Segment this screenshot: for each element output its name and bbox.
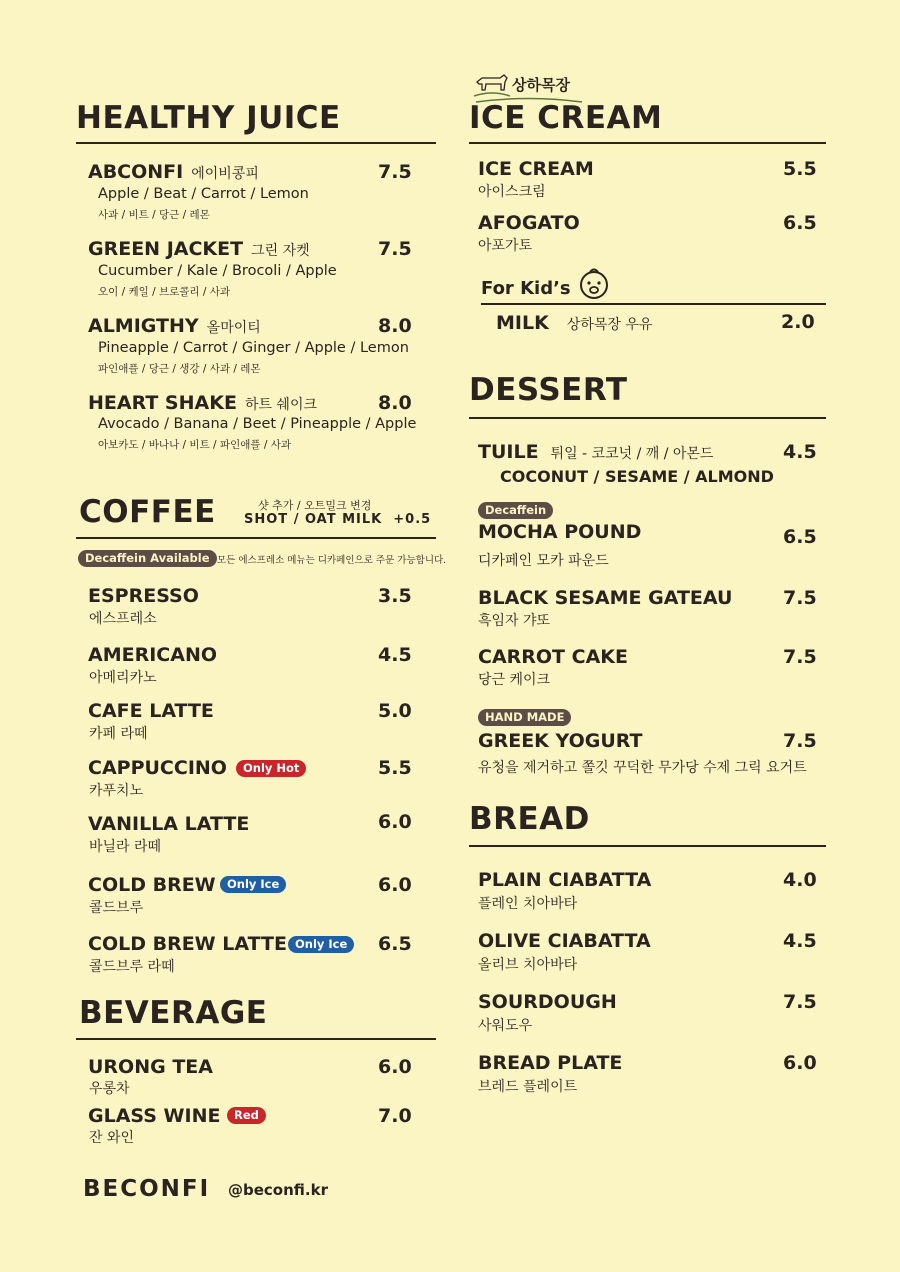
- menu-item-korean: 올마이티: [206, 320, 261, 336]
- menu-item-price: 4.0: [783, 869, 817, 891]
- menu-item-price: 5.0: [378, 700, 412, 722]
- coffee-option: SHOT / OAT MILK +0.5: [244, 512, 432, 527]
- menu-item-ingredients: Avocado / Banana / Beet / Pineapple / Apple: [98, 416, 417, 432]
- menu-item-korean: 에이비콩피: [191, 166, 259, 182]
- menu-item-price: 7.5: [378, 238, 412, 260]
- menu-item-korean: 하트 쉐이크: [244, 397, 318, 413]
- menu-item-price: 6.0: [378, 1056, 412, 1078]
- menu-item-ingredients-korean: 오이 / 케일 / 브로콜리 / 사과: [98, 286, 231, 298]
- menu-item-name: BREAD PLATE: [478, 1052, 623, 1074]
- menu-item-name: MOCHA POUND: [478, 521, 642, 543]
- menu-item-korean: 아포가토: [478, 238, 533, 254]
- menu-item-price: 4.5: [783, 930, 817, 952]
- brand-logo: BECONFI: [83, 1176, 211, 1202]
- menu-item-name: HEART SHAKE 하트 쉐이크: [88, 392, 318, 414]
- menu-item-korean: 카푸치노: [89, 783, 144, 799]
- menu-item-ingredients: Pineapple / Carrot / Ginger / Apple / Lemon: [98, 340, 409, 356]
- menu-item-name: OLIVE CIABATTA: [478, 930, 651, 952]
- menu-item-name: COLD BREW: [88, 874, 216, 896]
- menu-item-korean: 우롱차: [89, 1081, 130, 1097]
- menu-item-price: 7.0: [378, 1105, 412, 1127]
- menu-item-price: 2.0: [781, 311, 815, 333]
- section-divider: [469, 142, 826, 144]
- menu-item-name: ALMIGTHY 올마이티: [88, 315, 261, 337]
- menu-item-korean: 아메리카노: [89, 670, 157, 686]
- kid-face-icon: [574, 268, 614, 300]
- menu-item-name: URONG TEA: [88, 1056, 213, 1078]
- section-divider: [481, 303, 826, 305]
- menu-item-name: MILK 상하목장 우유: [496, 312, 653, 334]
- menu-item-name: ESPRESSO: [88, 585, 199, 607]
- menu-item-price: 6.5: [783, 212, 817, 234]
- menu-item-korean: 디카페인 모카 파운드: [478, 553, 609, 569]
- red-badge: Red: [227, 1107, 266, 1124]
- menu-item-price: 7.5: [783, 991, 817, 1013]
- farm-logo-text: 상하목장: [512, 76, 570, 94]
- instagram-handle: @beconfi.kr: [228, 1181, 328, 1199]
- menu-item-price: 5.5: [378, 757, 412, 779]
- menu-item-price: 3.5: [378, 585, 412, 607]
- menu-item-korean: 콜드브루 라떼: [89, 959, 175, 975]
- menu-item-price: 7.5: [783, 587, 817, 609]
- menu-item-price: 7.5: [783, 646, 817, 668]
- menu-item-price: 7.5: [378, 161, 412, 183]
- section-title-bread: BREAD: [469, 801, 590, 837]
- menu-item-korean: 그린 자켓: [251, 243, 310, 259]
- menu-item-name: TUILE 튀일 - 코코넛 / 깨 / 아몬드: [478, 441, 714, 463]
- menu-item-price: 6.0: [783, 1052, 817, 1074]
- menu-item-name: ICE CREAM: [478, 158, 594, 180]
- menu-item-korean: 콜드브루: [89, 900, 144, 916]
- section-divider: [469, 417, 826, 419]
- menu-item-price: 8.0: [378, 315, 412, 337]
- menu-item-korean: 튀일 - 코코넛 / 깨 / 아몬드: [550, 446, 714, 462]
- menu-item-name: GLASS WINE: [88, 1105, 221, 1127]
- menu-item-ingredients: Cucumber / Kale / Brocoli / Apple: [98, 263, 337, 279]
- menu-item-korean: 바닐라 라떼: [89, 839, 162, 855]
- menu-item-korean: 올리브 치아바타: [478, 957, 578, 973]
- coffee-option-korean: 샷 추가 / 오트밀크 변경: [258, 499, 372, 512]
- menu-item-name: CARROT CAKE: [478, 646, 628, 668]
- decaf-available-badge: Decaffein Available: [78, 550, 217, 567]
- menu-item-price: 6.0: [378, 811, 412, 833]
- farm-logo: [474, 70, 584, 104]
- menu-item-price: 7.5: [783, 730, 817, 752]
- menu-item-name: AMERICANO: [88, 644, 217, 666]
- menu-item-ingredients: Apple / Beat / Carrot / Lemon: [98, 186, 309, 202]
- menu-item-name: GREEN JACKET 그린 자켓: [88, 238, 310, 260]
- menu-item-korean: 당근 케이크: [478, 672, 551, 688]
- section-divider: [76, 537, 436, 539]
- section-title-dessert: DESSERT: [469, 372, 628, 408]
- menu-item-name: CAFE LATTE: [88, 700, 214, 722]
- menu-item-korean: 에스프레소: [89, 611, 157, 627]
- menu-item-ingredients-korean: 파인애플 / 당근 / 생강 / 사과 / 레몬: [98, 363, 261, 375]
- menu-item-price: 8.0: [378, 392, 412, 414]
- only-ice-badge: Only Ice: [220, 876, 286, 893]
- decaffein-badge: Decaffein: [478, 502, 553, 519]
- kids-label: For Kid’s: [481, 278, 571, 299]
- only-ice-badge: Only Ice: [288, 936, 354, 953]
- menu-item-name: BLACK SESAME GATEAU: [478, 587, 733, 609]
- only-hot-badge: Only Hot: [236, 760, 306, 777]
- menu-item-korean: 카페 라떼: [89, 726, 148, 742]
- menu-item-price: 6.5: [783, 526, 817, 548]
- section-title-healthy-juice: HEALTHY JUICE: [76, 100, 341, 136]
- decaf-note: 모든 에스프레소 메뉴는 디카페인으로 주문 가능합니다.: [217, 555, 447, 566]
- menu-item-name: COLD BREW LATTE: [88, 933, 287, 955]
- menu-item-ingredients-korean: 사과 / 비트 / 당근 / 레몬: [98, 209, 210, 221]
- menu-item-korean: 유청을 제거하고 쫄깃 꾸덕한 무가당 수제 그릭 요거트: [478, 760, 807, 776]
- menu-item-price: 4.5: [783, 441, 817, 463]
- section-divider: [76, 142, 436, 144]
- menu-item-name: ABCONFI 에이비콩피: [88, 161, 259, 183]
- menu-item-name: PLAIN CIABATTA: [478, 869, 652, 891]
- menu-item-korean: 아이스크림: [478, 184, 546, 200]
- section-title-coffee: COFFEE: [79, 494, 216, 530]
- menu-item-name: GREEK YOGURT: [478, 730, 643, 752]
- menu-item-korean: 잔 와인: [89, 1130, 135, 1146]
- menu-item-price: 6.0: [378, 874, 412, 896]
- section-title-ice-cream: ICE CREAM: [469, 100, 663, 136]
- hand-made-badge: HAND MADE: [478, 709, 571, 726]
- menu-item-price: 6.5: [378, 933, 412, 955]
- menu-item-price: 5.5: [783, 158, 817, 180]
- section-divider: [76, 1038, 436, 1040]
- menu-item-korean: 흑임자 갸또: [478, 613, 551, 629]
- menu-item-korean: 플레인 치아바타: [478, 896, 578, 912]
- menu-item-name: SOURDOUGH: [478, 991, 617, 1013]
- menu-item-subtitle: COCONUT / SESAME / ALMOND: [500, 467, 774, 486]
- menu-item-korean: 사워도우: [478, 1018, 533, 1034]
- section-title-beverage: BEVERAGE: [79, 995, 268, 1031]
- menu-item-price: 4.5: [378, 644, 412, 666]
- menu-item-name: VANILLA LATTE: [88, 813, 250, 835]
- menu-item-korean: 브레드 플레이트: [478, 1079, 578, 1095]
- menu-item-name: CAPPUCCINO: [88, 757, 227, 779]
- menu-item-name: AFOGATO: [478, 212, 580, 234]
- menu-item-ingredients-korean: 아보카도 / 바나나 / 비트 / 파인애플 / 사과: [98, 439, 291, 451]
- section-divider: [469, 845, 826, 847]
- menu-item-korean: 상하목장 우유: [566, 317, 653, 333]
